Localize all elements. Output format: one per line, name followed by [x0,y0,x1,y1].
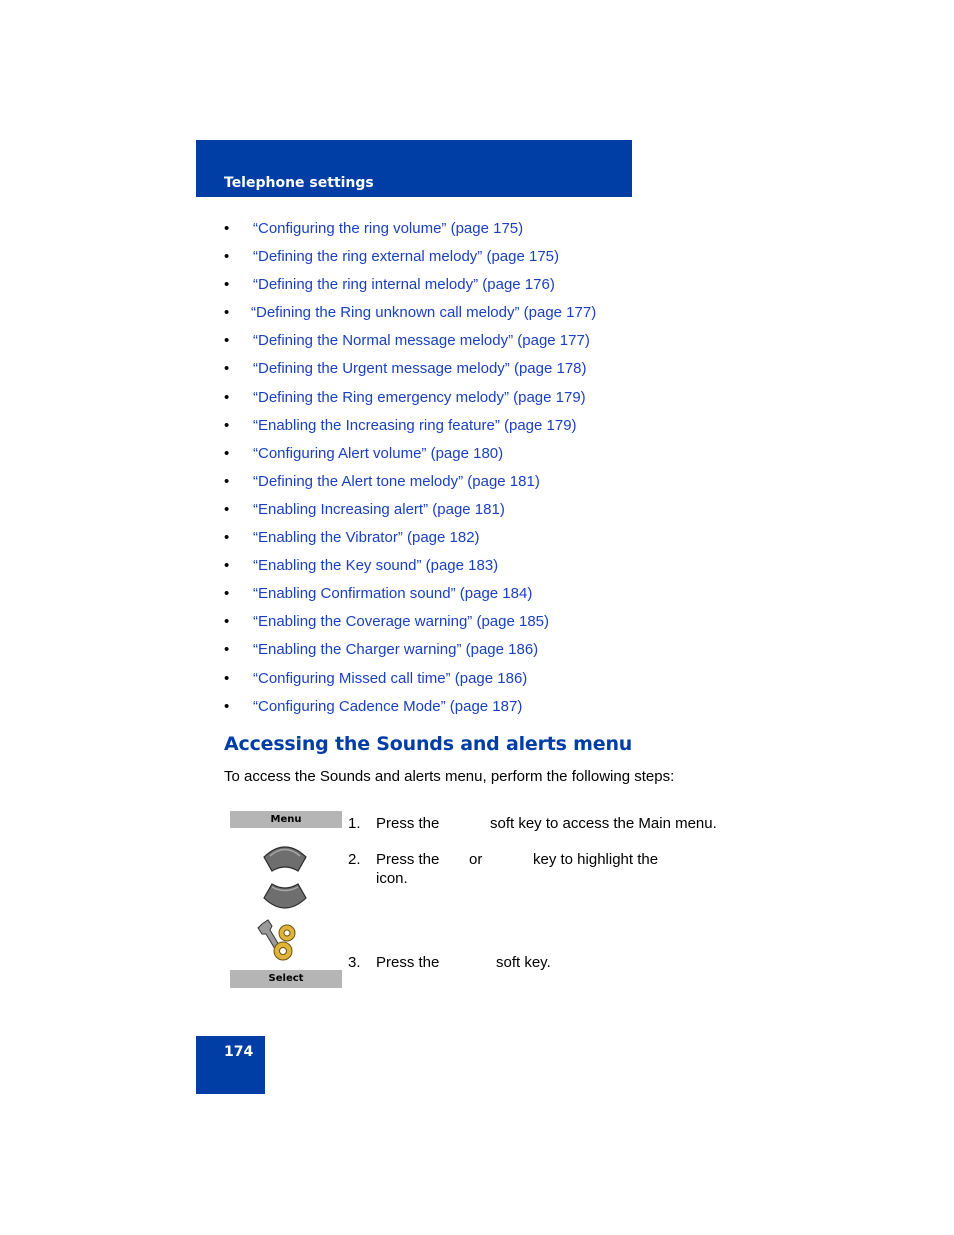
bullet: • [224,500,230,518]
header-title: Telephone settings [224,175,374,191]
toc-link[interactable]: “Configuring Alert volume” (page 180) [253,444,504,462]
page-number: 174 [224,1044,254,1060]
bullet: • [224,360,230,378]
bullet: • [224,669,230,687]
step-text: soft key to access the Main menu. [490,815,717,832]
bullet: • [224,304,230,322]
bullet: • [224,529,230,547]
toc-link[interactable]: “Enabling Increasing alert” (page 181) [253,500,505,518]
toc-link[interactable]: “Defining the Ring emergency melody” (page 179) [253,388,586,406]
bullet: • [224,697,230,715]
bullet: • [224,416,230,434]
toc-link[interactable]: “Defining the Urgent message melody” (page 178) [253,360,587,378]
step-text: key to highlight the [533,851,659,868]
bullet: • [224,388,230,406]
nav-up-key-icon [262,843,308,873]
toc-link[interactable]: “Defining the ring external melody” (page 175) [253,248,559,266]
toc-link[interactable]: “Defining the ring internal melody” (page 176) [253,276,555,294]
step-number: 3. [348,954,361,971]
step-text: Press the [376,954,440,971]
toc-link[interactable]: “Enabling the Vibrator” (page 182) [253,529,480,547]
step-text: Press the [376,815,440,832]
toc-link[interactable]: “Defining the Ring unknown call melody” (page 177) [251,304,597,322]
toc-link[interactable]: “Enabling the Increasing ring feature” (page 179) [253,416,577,434]
bullet: • [224,220,230,237]
toc-link[interactable]: “Enabling the Key sound” (page 183) [253,557,499,575]
step-text: soft key. [496,954,551,971]
bullet: • [224,641,230,659]
bullet: • [224,276,230,294]
toc-link[interactable]: “Enabling the Charger warning” (page 186) [253,641,539,659]
step-number: 2. [348,851,361,868]
menu-softkey-icon: Menu [230,811,342,828]
select-softkey-icon: Select [230,970,342,988]
toc-link[interactable]: “Enabling the Coverage warning” (page 185) [253,613,550,631]
toc-link[interactable]: “Configuring the ring volume” (page 175) [253,220,524,237]
toc-link[interactable]: “Defining the Alert tone melody” (page 181) [253,472,540,490]
toc-link[interactable]: “Enabling Confirmation sound” (page 184) [253,585,533,603]
toc-link[interactable]: “Configuring Missed call time” (page 186) [253,669,528,687]
step-number: 1. [348,815,361,832]
bullet: • [224,557,230,575]
step-text: icon. [376,870,408,887]
nav-down-key-icon [262,882,308,912]
toc-link[interactable]: “Defining the Normal message melody” (page 177) [253,332,590,350]
step-text: or [469,851,483,868]
bullet: • [224,472,230,490]
intro-text: To access the Sounds and alerts menu, perform the following steps: [224,768,675,785]
section-heading: Accessing the Sounds and alerts menu [224,733,633,755]
bullet: • [224,444,230,462]
bullet: • [224,585,230,603]
settings-gear-wrench-icon [256,916,302,966]
toc-link[interactable]: “Configuring Cadence Mode” (page 187) [253,697,523,715]
header-band [196,140,632,197]
step-text: Press the [376,851,440,868]
page-number-band [196,1036,265,1094]
bullet: • [224,248,230,266]
bullet: • [224,613,230,631]
bullet: • [224,332,230,350]
